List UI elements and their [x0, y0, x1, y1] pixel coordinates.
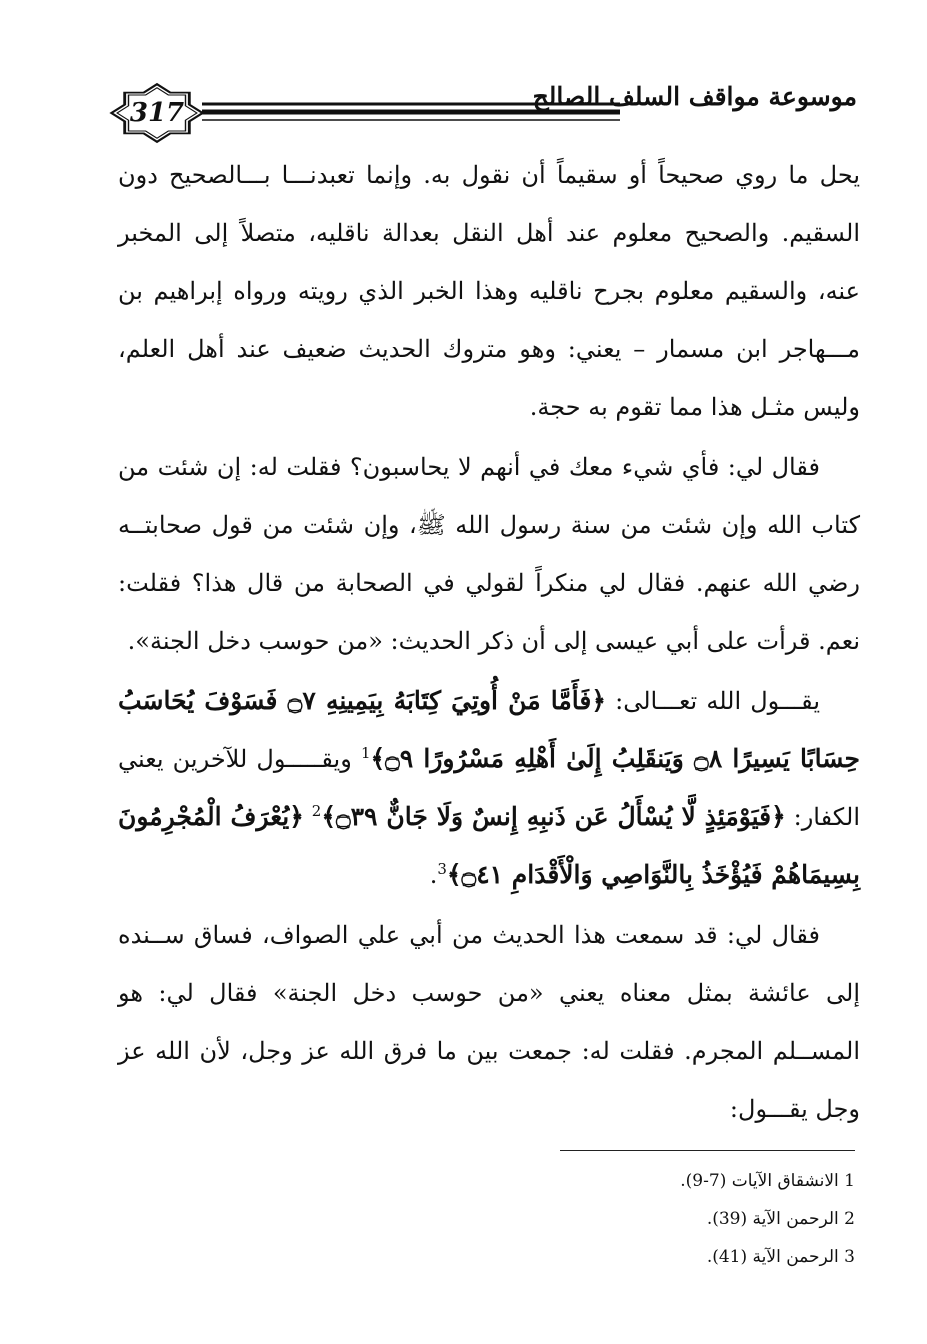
footnote: 2 الرحمن الآية (39).: [706, 1209, 855, 1229]
sentence-end: .: [429, 861, 438, 889]
footnote-marker: 1: [360, 744, 371, 762]
series-title: موسوعة مواقف السلف الصالح: [532, 82, 857, 111]
quran-verse: ﴿فَيَوْمَئِذٍ لَّا يُسْأَلُ عَن ذَنبِهِ إِنسٌ وَلَا جَانٌّ ۝٣٩﴾: [321, 802, 786, 831]
paragraph-with-verses: [118, 672, 860, 904]
verse-connector: ويقـــــول للآخرين يعني الكفار:: [118, 745, 860, 831]
quran-verse: ﴿فَأَمَّا مَنْ أُوتِيَ كِتَابَهُ بِيَمِينِهِ ۝٧ فَسَوْفَ يُحَاسَبُ حِسَابًا يَسِيرًا ۝٨ وَيَنقَلِبُ إِلَىٰ أَهْلِهِ مَسْرُورًا ۝٩﴾: [118, 686, 861, 773]
verse-intro: يقـــول الله تعـــالى:: [615, 687, 820, 715]
footnote-marker: 2: [311, 802, 322, 820]
footnote-divider: [560, 1150, 855, 1151]
footnotes: [455, 1162, 855, 1276]
main-text: [118, 146, 860, 1140]
paragraph: فقال لي: قد سمعت هذا الحديث من أبي علي الصواف، فساق ســنده إلى عائشة بمثل معناه يعني «من حوسب دخل الجنة» فقال لي: هو المســلم المجرم. فقلت له: جمعت بين ما فرق الله عز وجل، لأن الله عز وجل يقـــول:: [118, 921, 860, 1123]
page-header: [0, 0, 927, 150]
paragraph: فقال لي: فأي شيء معك في أنهم لا يحاسبون؟ فقلت له: إن شئت من كتاب الله وإن شئت من سنة رسول الله ﷺ، وإن شئت من قول صحابتــه رضي الله عنهم. فقال لي منكراً لقولي في الصحابة من قال هذا؟ فقلت: نعم. قرأت على أبي عيسى إلى أن ذكر الحديث: «من حوسب دخل الجنة».: [118, 453, 860, 655]
page-number: 317: [129, 98, 185, 128]
quran-verse: ﴿يُعْرَفُ الْمُجْرِمُونَ بِسِيمَاهُمْ فَيُؤْخَذُ بِالنَّوَاصِي وَالْأَقْدَامِ ۝٤١﴾: [118, 802, 860, 889]
footnote: 1 الانشقاق الآيات (7-9).: [680, 1171, 855, 1191]
paragraph: يحل ما روي صحيحاً أو سقيماً أن نقول به. وإنما تعبدنـــا بـــالصحيح دون السقيم. والصحيح معلوم عند أهل النقل بعدالة ناقليه، متصلاً إلى المخبر عنه، والسقيم معلوم بجرح ناقليه وهذا الخبر الذي رويته ورواه إبراهيم بن مـــهاجر ابن مسمار – يعني: وهو متروك الحديث ضعيف عند أهل العلم، وليس مثـل هذا مما تقوم به حجة.: [118, 161, 860, 421]
footnote: 3 الرحمن الآية (41).: [706, 1247, 855, 1267]
footnote-marker: 3: [437, 860, 447, 878]
